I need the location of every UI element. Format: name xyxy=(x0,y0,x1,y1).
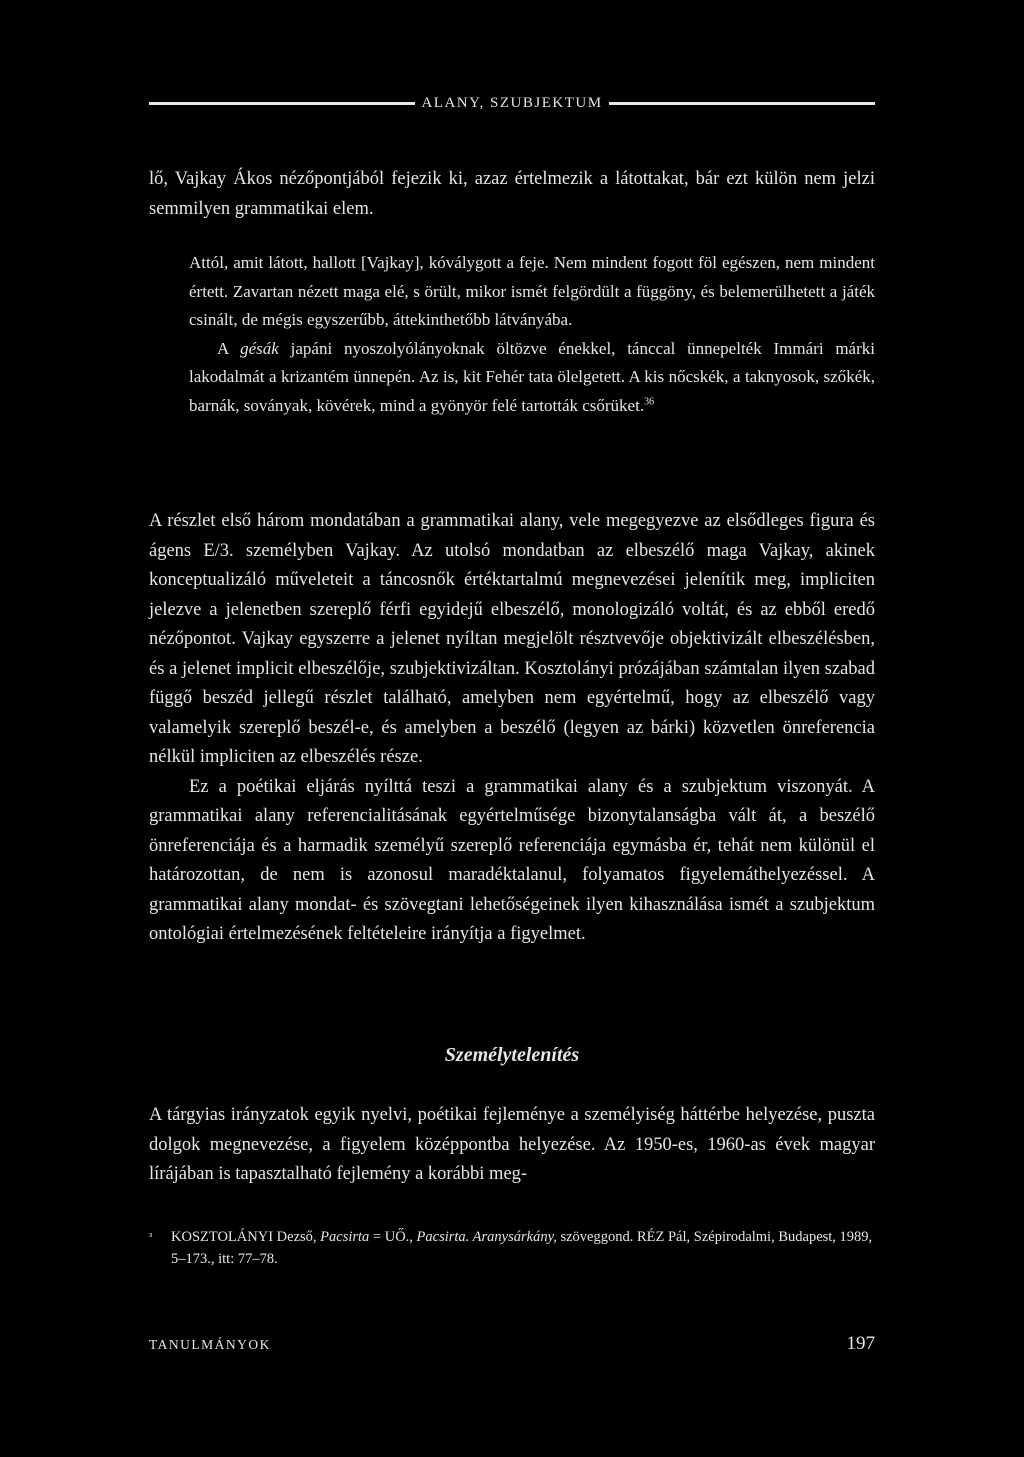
footnote xyxy=(149,1226,875,1270)
footer-section-name: TANULMÁNYOK xyxy=(149,1337,271,1352)
footnote-title: Pacsirta xyxy=(320,1229,370,1245)
footnote-number: ³ xyxy=(149,1231,153,1243)
footnote-author: KOSZTOLÁNYI Dezső, xyxy=(171,1229,321,1245)
block-quote xyxy=(189,249,875,420)
quote-paragraph-1: Attól, amit látott, hallott [Vajkay], kóválygott a feje. Nem mindent fogott föl egészen, nem mindent értett. Zavartan nézett maga elé, s örült, mikor ismét felgördült a függöny, és belemerülhetett a játék csinált, de mégis egyszerűbb, áttekinthetőbb látványába. xyxy=(189,253,875,329)
running-head-title: ALANY, SZUBJEKTUM xyxy=(421,94,603,111)
intro-paragraph: lő, Vajkay Ákos nézőpontjából fejezik ki, azaz értelmezik a látottakat, bár ezt külön nem jelzi semmilyen grammatikai elem. xyxy=(149,169,875,219)
main-paragraph-1: A részlet első három mondatában a grammatikai alany, vele megegyezve az elsődleges figura és ágens E/3. személyben Vajkay. Az utolsó mondatban az elbeszélő maga Vajkay, akinek konceptualizáló műveleteit a táncosnők értéktartalmú megnevezései jelenítik meg, impliciten jelezve a jelenetben szereplő férfi egyidejű elbeszélő, monologizáló voltát, és az ebből eredő nézőpontot. Vajkay egyszerre a jelenet nyíltan megjelölt résztvevője objektivizált elbeszélésben, és a jelenet implicit elbeszélője, szubjektivizáltan. Kosztolányi prózájában számtalan ilyen szabad függő beszéd jellegű részlet található, amelyben nem egyértelmű, hogy az elbeszélő vagy valamelyik szereplő beszél-e, és amelyben a beszélő (legyen az bárki) közvetlen önreferencia nélkül impliciten az elbeszélés része. xyxy=(149,511,875,767)
document-page xyxy=(149,0,875,1457)
main-text xyxy=(149,507,875,950)
section-paragraph: A tárgyias irányzatok egyik nyelvi, poétikai fejleménye a személyiség háttérbe helyezése, puszta dolgok megnevezése, a figyelem középpontba helyezése. Az 1950-es, 1960-as évek magyar lírájában is tapasztalható fejlemény a korábbi meg- xyxy=(149,1105,875,1184)
footnote-text xyxy=(171,1226,875,1270)
page-number: 197 xyxy=(846,1333,875,1354)
quote-paragraph-2 xyxy=(189,335,875,421)
running-head-rule-right xyxy=(609,102,875,105)
page-footer xyxy=(149,1333,875,1355)
main-paragraph-2: Ez a poétikai eljárás nyílttá teszi a grammatikai alany és a szubjektum viszonyát. A grammatikai alany referencialitásának egyértelműsége bizonytalanságba vált át, a beszélő önreferenciája és a harmadik személyű szereplő referenciája egymásba ér, tehát nem különül el határozottan, de nem is azonosul maradéktalanul, folyamatos figyelemáthelyezéssel. A grammatikai alany mondat- és szövegtani lehetőségeinek ilyen kihasználása ismét a szubjektum ontológiai értelmezésének feltételeire irányítja a figyelmet. xyxy=(149,776,875,944)
footnote-series: Pacsirta. Aranysárkány, xyxy=(416,1229,557,1245)
quote-paragraph-2-rest: japáni nyoszolyólányoknak öltözve énekkel, tánccal ünnepelték Immári márki lakodalmát a krizantém ünnepén. Az is, kit Fehér tata ölelgetett. A kis nőcskék, a taknyosok, szőkék, barnák, soványak, kövérek, mind a gyönyör felé tartották csőrüket. xyxy=(189,338,875,415)
quote-italic-word: gésák xyxy=(240,338,279,358)
footnote-middle: = UŐ., xyxy=(369,1229,417,1245)
quote-paragraph-2-start: A xyxy=(217,338,241,358)
running-head-rule-left xyxy=(149,102,415,105)
running-head xyxy=(149,92,875,114)
footnote-reference[interactable]: 36 xyxy=(644,395,655,407)
footnote-rest: szöveggond. RÉZ Pál, Szépirodalmi, Budapest, 1989, 5–173., itt: 77–78. xyxy=(171,1229,873,1267)
section-heading: Személytelenítés xyxy=(444,1044,580,1066)
